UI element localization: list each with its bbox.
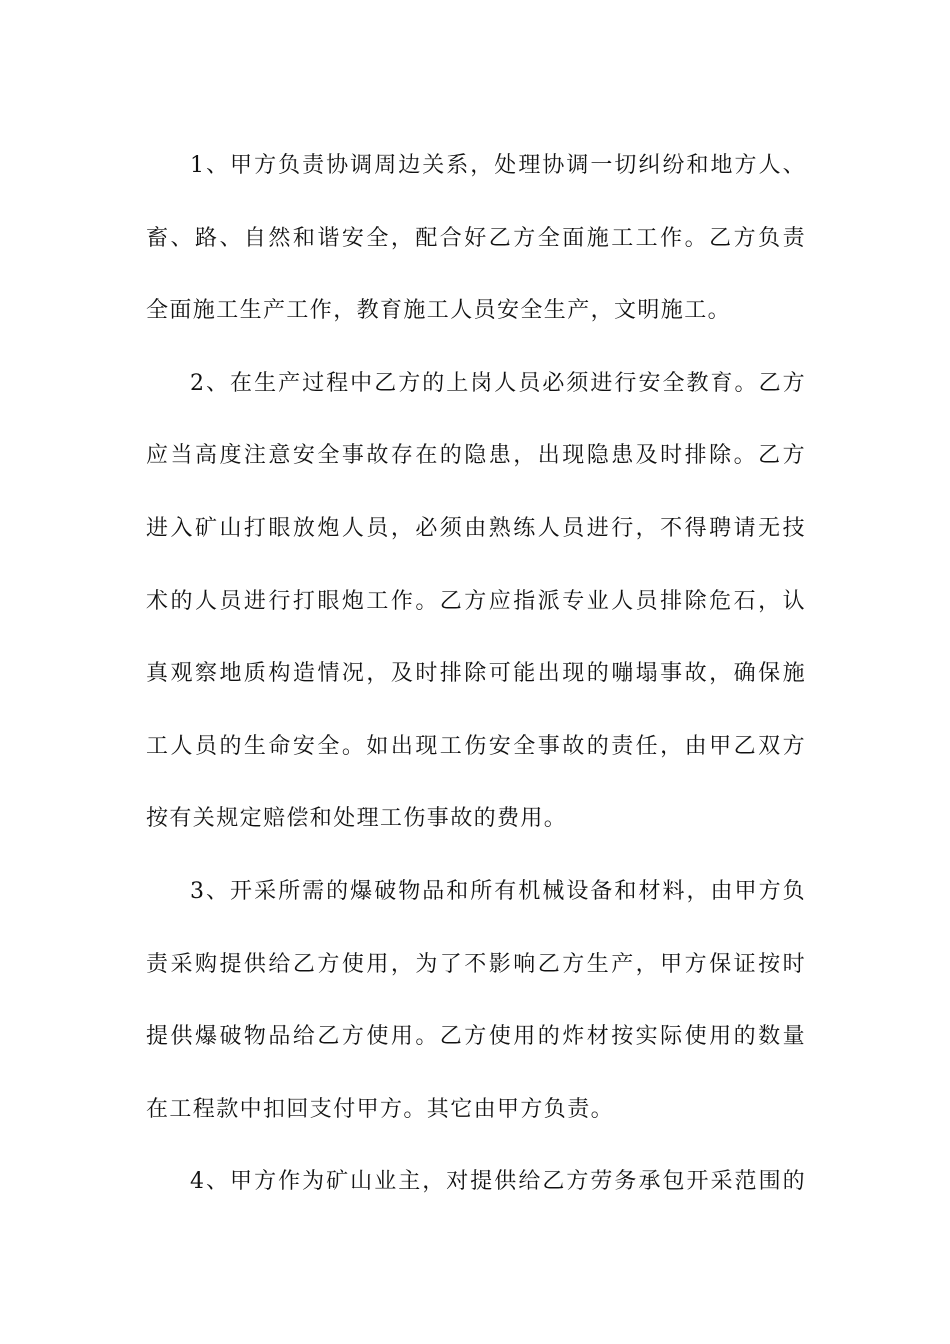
paragraph-line: 术的人员进行打眼炮工作。乙方应指派专业人员排除危石，认 bbox=[146, 588, 806, 614]
paragraph-1 bbox=[146, 130, 806, 348]
paragraph-line: 畜、路、自然和谐安全，配合好乙方全面施工工作。乙方负责 bbox=[146, 225, 806, 251]
paragraph-line: 应当高度注意安全事故存在的隐患，出现隐患及时排除。乙方 bbox=[146, 443, 806, 469]
paragraph-line: 工人员的生命安全。如出现工伤安全事故的责任，由甲乙双方 bbox=[146, 733, 806, 759]
document-body bbox=[146, 130, 806, 1219]
paragraph-line: 全面施工生产工作，教育施工人员安全生产，文明施工。 bbox=[146, 298, 732, 324]
paragraph-line: 1、甲方负责协调周边关系，处理协调一切纠纷和地方人、 bbox=[190, 153, 806, 178]
paragraph-3 bbox=[146, 856, 806, 1146]
paragraph-line: 在工程款中扣回支付甲方。其它由甲方负责。 bbox=[146, 1096, 615, 1122]
paragraph-line: 3、开采所需的爆破物品和所有机械设备和材料，由甲方负 bbox=[190, 878, 806, 904]
paragraph-line: 2、在生产过程中乙方的上岗人员必须进行安全教育。乙方 bbox=[190, 370, 806, 396]
paragraph-line: 进入矿山打眼放炮人员，必须由熟练人员进行，不得聘请无技 bbox=[146, 515, 806, 541]
paragraph-line: 提供爆破物品给乙方使用。乙方使用的炸材按实际使用的数量 bbox=[146, 1024, 806, 1050]
paragraph-2 bbox=[146, 348, 806, 856]
paragraph-line: 真观察地质构造情况，及时排除可能出现的嘣塌事故，确保施 bbox=[146, 661, 806, 687]
paragraph-line: 按有关规定赔偿和处理工伤事故的费用。 bbox=[146, 806, 568, 832]
paragraph-4 bbox=[146, 1146, 806, 1219]
paragraph-line: 责采购提供给乙方使用，为了不影响乙方生产，甲方保证按时 bbox=[146, 951, 806, 977]
paragraph-line: 4、甲方作为矿山业主，对提供给乙方劳务承包开采范围的 bbox=[190, 1169, 806, 1195]
